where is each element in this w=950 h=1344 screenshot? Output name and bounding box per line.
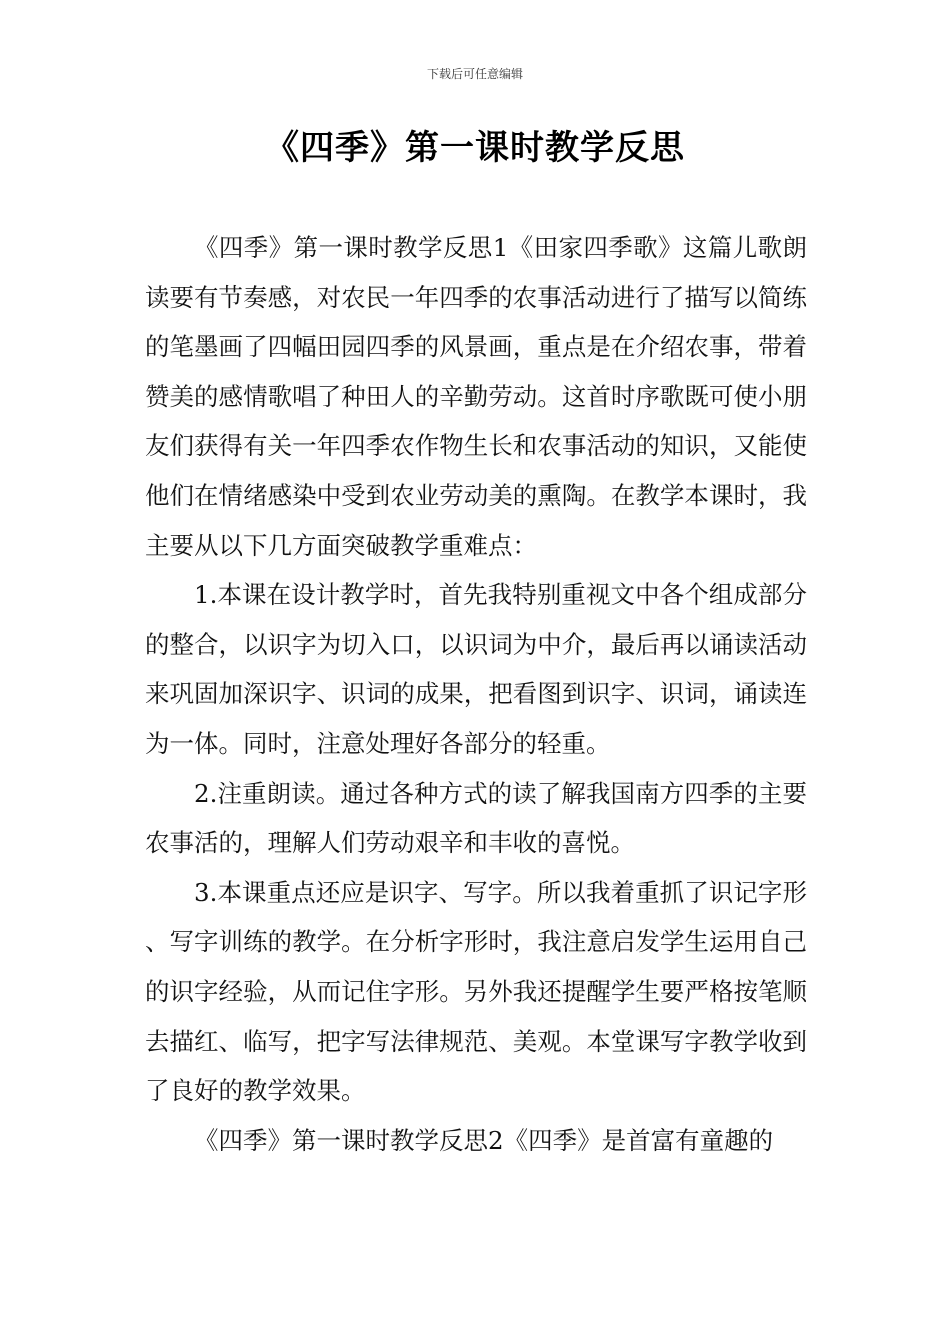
paragraph-point-2: 2.注重朗读。通过各种方式的读了解我国南方四季的主要农事活的，理解人们劳动艰辛和丰收的喜悦。: [145, 778, 807, 858]
paragraph-reflection-1-intro: 《四季》第一课时教学反思1《田家四季歌》这篇儿歌朗读要有节奏感，对农民一年四季的农事活动进行了描写以简练的笔墨画了四幅田园四季的风景画，重点是在介绍农事，带着赞美的感情歌唱了种田人的辛勤劳动。这首时序歌既可使小朋友们获得有关一年四季农作物生长和农事活动的知识，又能使他们在情绪感染中受到农业劳动美的熏陶。在教学本课时，我主要从以下几方面突破教学重难点：: [145, 233, 807, 560]
paragraph-reflection-2-intro: 《四季》第一课时教学反思2《四季》是首富有童趣的: [194, 1125, 774, 1155]
paragraph-point-1: 1.本课在设计教学时，首先我特别重视文中各个组成部分的整合，以识字为切入口，以识词为中介，最后再以诵读活动来巩固加深识字、识词的成果，把看图到识字、识词，诵读连为一体。同时，注意处理好各部分的轻重。: [145, 580, 807, 758]
document-body: [145, 223, 807, 1165]
paragraph-point-3: 3.本课重点还应是识字、写字。所以我着重抓了识记字形、写字训练的教学。在分析字形时，我注意启发学生运用自己的识字经验，从而记住字形。另外我还提醒学生要严格按笔顺去描红、临写，把字写法律规范、美观。本堂课写字教学收到了良好的教学效果。: [145, 877, 807, 1106]
document-title: 《四季》第一课时教学反思: [265, 128, 685, 168]
page-header-note: 下载后可任意编辑: [426, 67, 523, 81]
